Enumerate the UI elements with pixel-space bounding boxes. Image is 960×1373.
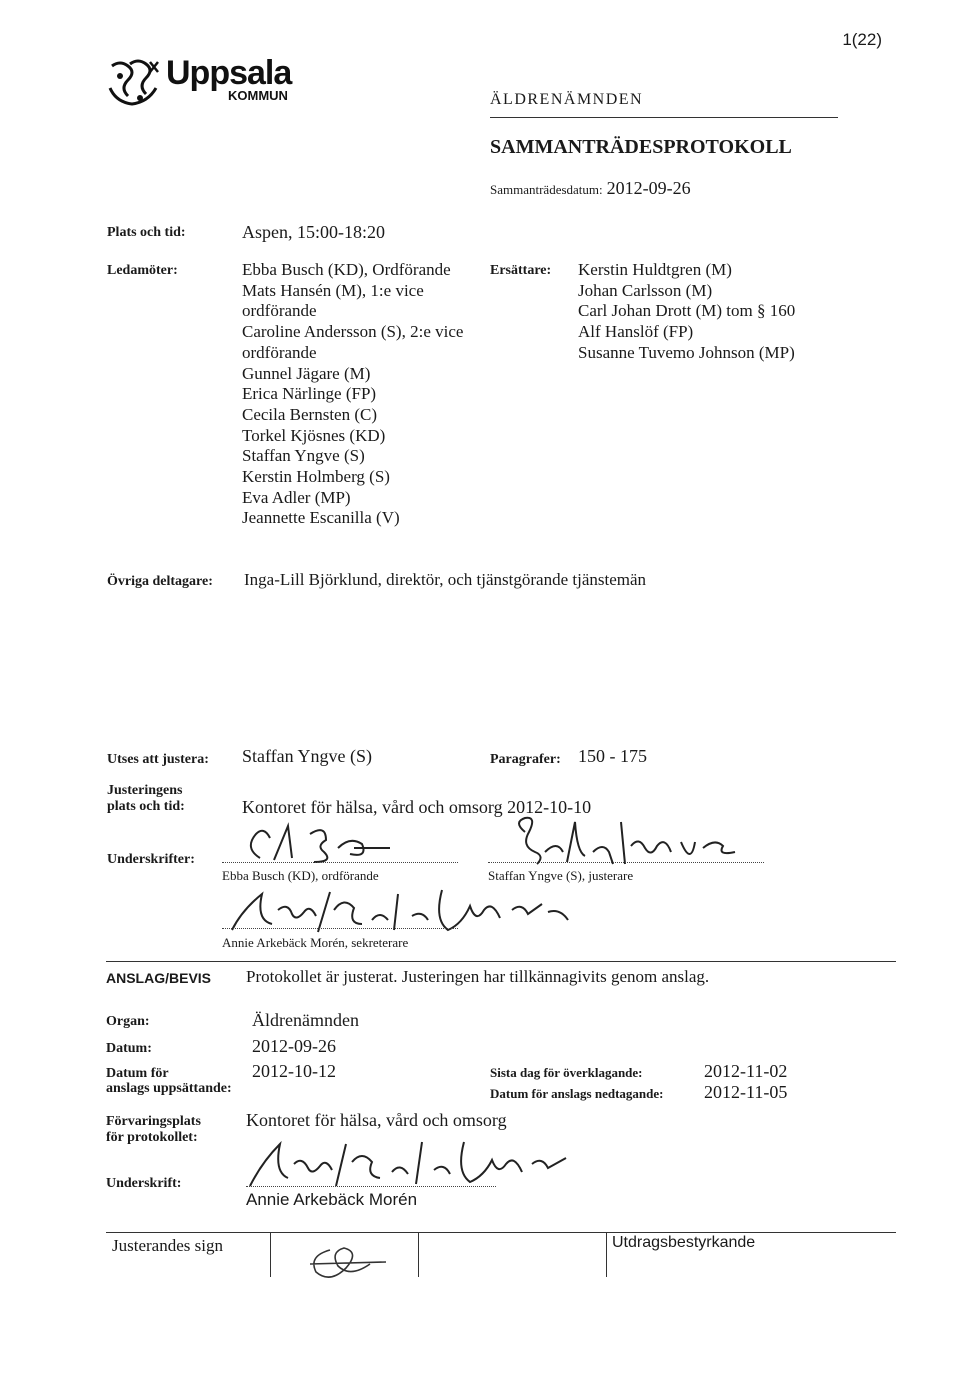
footer-divider-2: [418, 1232, 419, 1277]
secretary-signature-caption: Annie Arkebäck Morén, sekreterare: [222, 935, 409, 950]
logo: [106, 54, 316, 108]
list-item: Cecila Bernsten (C): [242, 404, 378, 424]
adjuster-signature-image: [505, 812, 755, 876]
list-item: Eva Adler (MP): [242, 487, 351, 507]
appeal-label: Sista dag för överklagande:: [490, 1065, 643, 1080]
adjuster-signature-caption: Staffan Yngve (S), justerare: [488, 868, 634, 883]
list-item: Kerstin Huldtgren (M): [578, 260, 732, 279]
meeting-date-label: Sammanträdesdatum:: [490, 182, 603, 197]
others-value: Inga-Lill Björklund, direktör, och tjänstgörande tjänstemän: [244, 570, 647, 589]
members-list: [242, 260, 463, 529]
list-item: Staffan Yngve (S): [242, 446, 365, 466]
list-item: Torkel Kjösnes (KD): [242, 425, 386, 445]
adjuster-signature-line: [488, 862, 764, 863]
substitutes-label: Ersättare:: [490, 263, 552, 278]
logo-name: Uppsala: [166, 54, 292, 92]
adjuster-label: Utses att justera:: [107, 752, 209, 767]
members-label: Ledamöter:: [107, 263, 178, 278]
footer-top-rule: [106, 1232, 896, 1233]
date-value: 2012-09-26: [252, 1036, 336, 1056]
list-item: ordförande: [242, 342, 317, 362]
takedown-label: Datum för anslags nedtagande:: [490, 1086, 664, 1101]
list-item: Caroline Andersson (S), 2:e vice: [242, 322, 464, 342]
notice-signature-line: [246, 1186, 496, 1187]
organ-label: Organ:: [106, 1014, 150, 1029]
place-time-label: Plats och tid:: [107, 225, 186, 240]
takedown-value: 2012-11-05: [704, 1082, 788, 1102]
department-name: ÄLDRENÄMNDEN: [490, 91, 644, 108]
uppsala-crest-icon: [106, 58, 162, 108]
initials-signature-image: [290, 1238, 400, 1288]
list-item: Susanne Tuvemo Johnson (MP): [578, 342, 795, 362]
chair-signature-image: [230, 818, 400, 868]
list-item: Mats Hansén (M), 1:e vice: [242, 280, 424, 300]
date-label: Datum:: [106, 1041, 152, 1056]
meeting-date-value: 2012-09-26: [606, 178, 691, 198]
appeal-value: 2012-11-02: [704, 1061, 788, 1081]
adjuster-value: Staffan Yngve (S): [242, 746, 372, 766]
list-item: Johan Carlsson (M): [578, 280, 713, 300]
list-item: Jeannette Escanilla (V): [242, 508, 400, 528]
list-item: Carl Johan Drott (M) tom § 160: [578, 301, 796, 321]
others-label: Övriga deltagare:: [107, 574, 213, 589]
document-title: SAMMANTRÄDESPROTOKOLL: [490, 136, 792, 158]
notice-sign-name: Annie Arkebäck Morén: [246, 1190, 418, 1209]
notice-text: Protokollet är justerat. Justeringen har tillkännagivits genom anslag.: [246, 967, 710, 986]
signatures-label: Underskrifter:: [107, 852, 195, 867]
storage-label: Förvaringsplats för protokollet:: [106, 1114, 201, 1145]
list-item: Erica Närlinge (FP): [242, 384, 377, 404]
footer-adjuster-sign-label: Justerandes sign: [112, 1236, 223, 1255]
footer-extract-label: Utdragsbestyrkande: [612, 1234, 756, 1251]
header-rule: [490, 117, 838, 118]
paragraphs-label: Paragrafer:: [490, 752, 561, 767]
posting-value: 2012-10-12: [252, 1061, 336, 1081]
posting-label: Datum för anslags uppsättande:: [106, 1066, 232, 1096]
list-item: Kerstin Holmberg (S): [242, 467, 390, 487]
secretary-signature-image: [222, 880, 582, 940]
logo-sub: KOMMUN: [228, 88, 288, 103]
meeting-date: [490, 178, 691, 199]
notice-signature-image: [240, 1132, 580, 1192]
paragraphs-value: 150 - 175: [578, 746, 647, 766]
list-item: Gunnel Jägare (M): [242, 363, 371, 383]
secretary-signature-line: [222, 928, 458, 929]
substitutes-list: [578, 260, 795, 364]
footer-divider-3: [606, 1232, 607, 1277]
notice-label: ANSLAG/BEVIS: [106, 970, 212, 986]
chair-signature-caption: Ebba Busch (KD), ordförande: [222, 868, 379, 883]
list-item: Ebba Busch (KD), Ordförande: [242, 260, 451, 279]
place-time-value: Aspen, 15:00-18:20: [242, 222, 385, 242]
list-item: ordförande: [242, 301, 317, 321]
section-divider: [106, 961, 896, 962]
list-item: Alf Hanslöf (FP): [578, 322, 694, 342]
sign-label: Underskrift:: [106, 1176, 182, 1191]
page-number: 1(22): [842, 30, 882, 49]
chair-signature-line: [222, 862, 458, 863]
organ-value: Äldrenämnden: [252, 1010, 359, 1030]
storage-value: Kontoret för hälsa, vård och omsorg: [246, 1110, 507, 1130]
adjust-place-value: Kontoret för hälsa, vård och omsorg 2012-10-10: [242, 797, 592, 817]
footer-divider-1: [270, 1232, 271, 1277]
adjust-place-label: Justeringens plats och tid:: [107, 783, 185, 814]
